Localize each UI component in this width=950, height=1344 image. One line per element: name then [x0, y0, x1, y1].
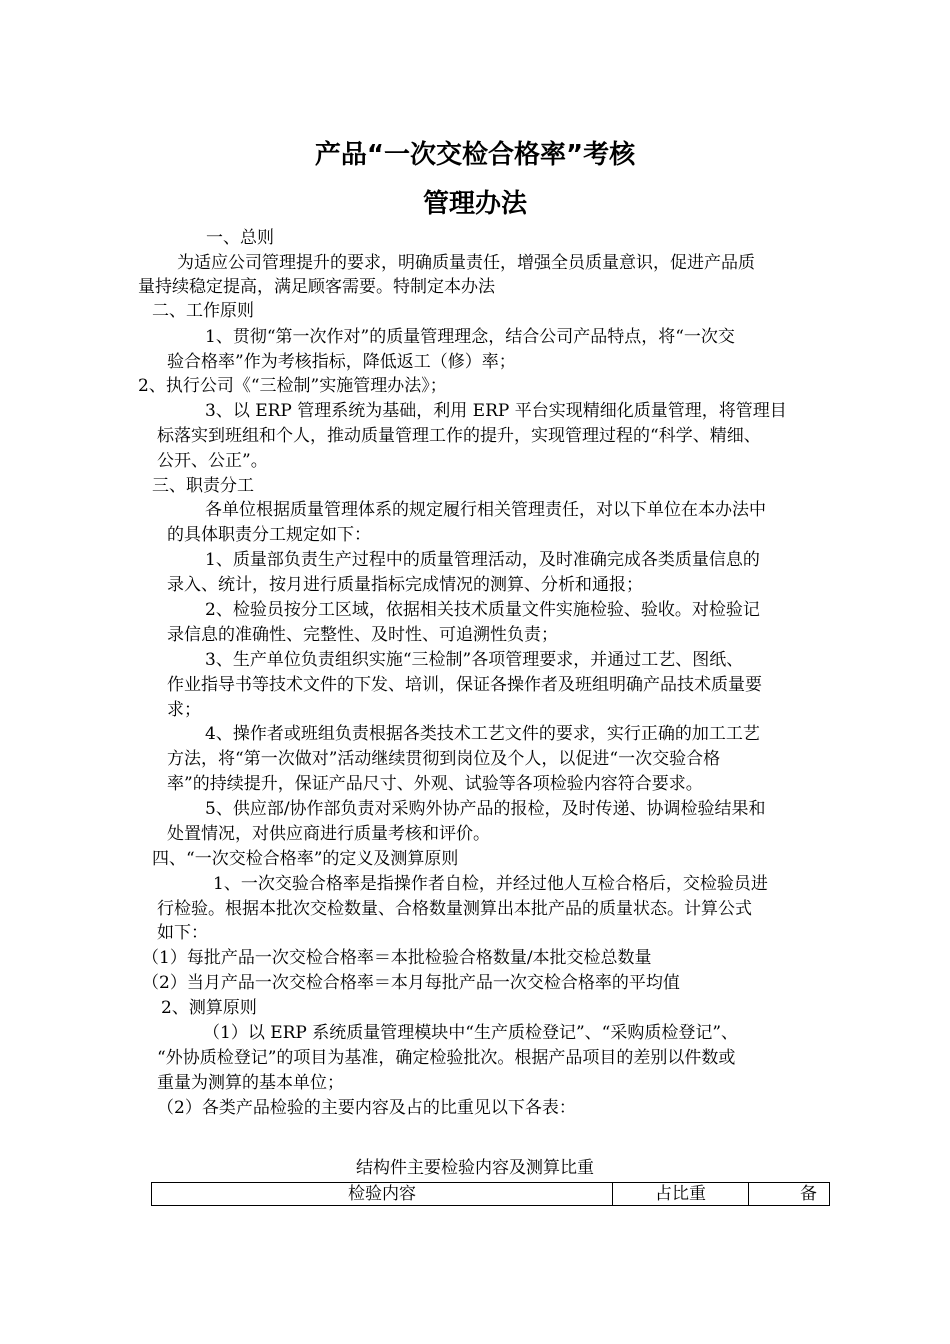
paragraph-line: 率”的持续提升，保证产品尺寸、外观、试验等各项检验内容符合要求。 — [167, 774, 703, 794]
table-header-row — [152, 1183, 830, 1206]
header-cell-remarks: 备 — [749, 1183, 830, 1206]
paragraph-line: 5、供应部/协作部负责对采购外协产品的报检，及时传递、协调检验结果和 — [205, 799, 766, 819]
paragraph-line: 录信息的准确性、完整性、及时性、可追溯性负责； — [167, 625, 558, 645]
section-heading: 二、工作原则 — [152, 301, 254, 321]
paragraph-line: 量持续稳定提高，满足顾客需要。特制定本办法 — [138, 277, 495, 297]
paragraph-line: 求； — [167, 700, 201, 720]
paragraph-line: 标落实到班组和个人，推动质量管理工作的提升，实现管理过程的“科学、精细、 — [157, 426, 761, 446]
header-cell-inspection-content: 检验内容 — [152, 1183, 613, 1206]
document-title-line-2: 管理办法 — [422, 189, 527, 219]
paragraph-line: 2、检验员按分工区域，依据相关技术质量文件实施检验、验收。对检验记 — [205, 600, 760, 620]
paragraph-line: 1、一次交验合格率是指操作者自检，并经过他人互检合格后，交检验员进 — [213, 874, 768, 894]
section-heading: 三、职责分工 — [152, 476, 254, 496]
paragraph-line: 处置情况，对供应商进行质量考核和评价。 — [167, 824, 490, 844]
paragraph-line: 3、以 ERP 管理系统为基础，利用 ERP 平台实现精细化质量管理，将管理目 — [205, 401, 787, 421]
paragraph-line: 4、操作者或班组负责根据各类技术工艺文件的要求，实行正确的加工工艺 — [205, 724, 760, 744]
paragraph-line: 重量为测算的基本单位； — [157, 1073, 344, 1093]
inspection-weight-table — [151, 1182, 830, 1206]
paragraph-line: 1、贯彻“第一次作对”的质量管理理念，结合公司产品特点，将“一次交 — [205, 327, 735, 347]
section-heading: 一、总则 — [206, 228, 274, 248]
table-caption: 结构件主要检验内容及测算比重 — [356, 1158, 594, 1178]
formula-line: （1）每批产品一次交检合格率＝本批检验合格数量/本批交检总数量 — [142, 948, 652, 968]
paragraph-line: 行检验。根据本批次交检数量、合格数量测算出本批产品的质量状态。计算公式 — [157, 899, 752, 919]
paragraph-line: 方法，将“第一次做对”活动继续贯彻到岗位及个人，以促进“一次交验合格 — [167, 749, 721, 769]
formula-line: （2）当月产品一次交检合格率＝本月每批产品一次交检合格率的平均值 — [142, 973, 680, 993]
paragraph-line: 3、生产单位负责组织实施“三检制”各项管理要求，并通过工艺、图纸、 — [205, 650, 744, 670]
paragraph-line: 2、执行公司《“三检制”实施管理办法》； — [138, 376, 447, 396]
paragraph-line: 验合格率”作为考核指标，降低返工（修）率； — [167, 352, 516, 372]
paragraph-line: 为适应公司管理提升的要求，明确质量责任，增强全员质量意识，促进产品质 — [177, 253, 755, 273]
header-cell-weight: 占比重 — [613, 1183, 749, 1206]
paragraph-line: 各单位根据质量管理体系的规定履行相关管理责任，对以下单位在本办法中 — [205, 500, 766, 520]
section-heading: 2、测算原则 — [161, 998, 257, 1018]
paragraph-line: 录入、统计，按月进行质量指标完成情况的测算、分析和通报； — [167, 575, 643, 595]
paragraph-line: （1）以 ERP 系统质量管理模块中“生产质检登记”、“采购质检登记”、 — [203, 1023, 739, 1043]
paragraph-line: 1、质量部负责生产过程中的质量管理活动，及时准确完成各类质量信息的 — [205, 550, 760, 570]
paragraph-line: 作业指导书等技术文件的下发、培训，保证各操作者及班组明确产品技术质量要 — [167, 675, 762, 695]
paragraph-line: 公开、公正”。 — [157, 451, 268, 471]
paragraph-line: 如下： — [157, 923, 208, 943]
section-heading: 四、“一次交检合格率”的定义及测算原则 — [152, 849, 459, 869]
paragraph-line: （2）各类产品检验的主要内容及占的比重见以下各表： — [157, 1098, 576, 1118]
paragraph-line: 的具体职责分工规定如下： — [167, 525, 371, 545]
document-title-line-1: 产品“一次交检合格率”考核 — [314, 140, 636, 170]
paragraph-line: “外协质检登记”的项目为基准，确定检验批次。根据产品项目的差别以件数或 — [157, 1048, 736, 1068]
